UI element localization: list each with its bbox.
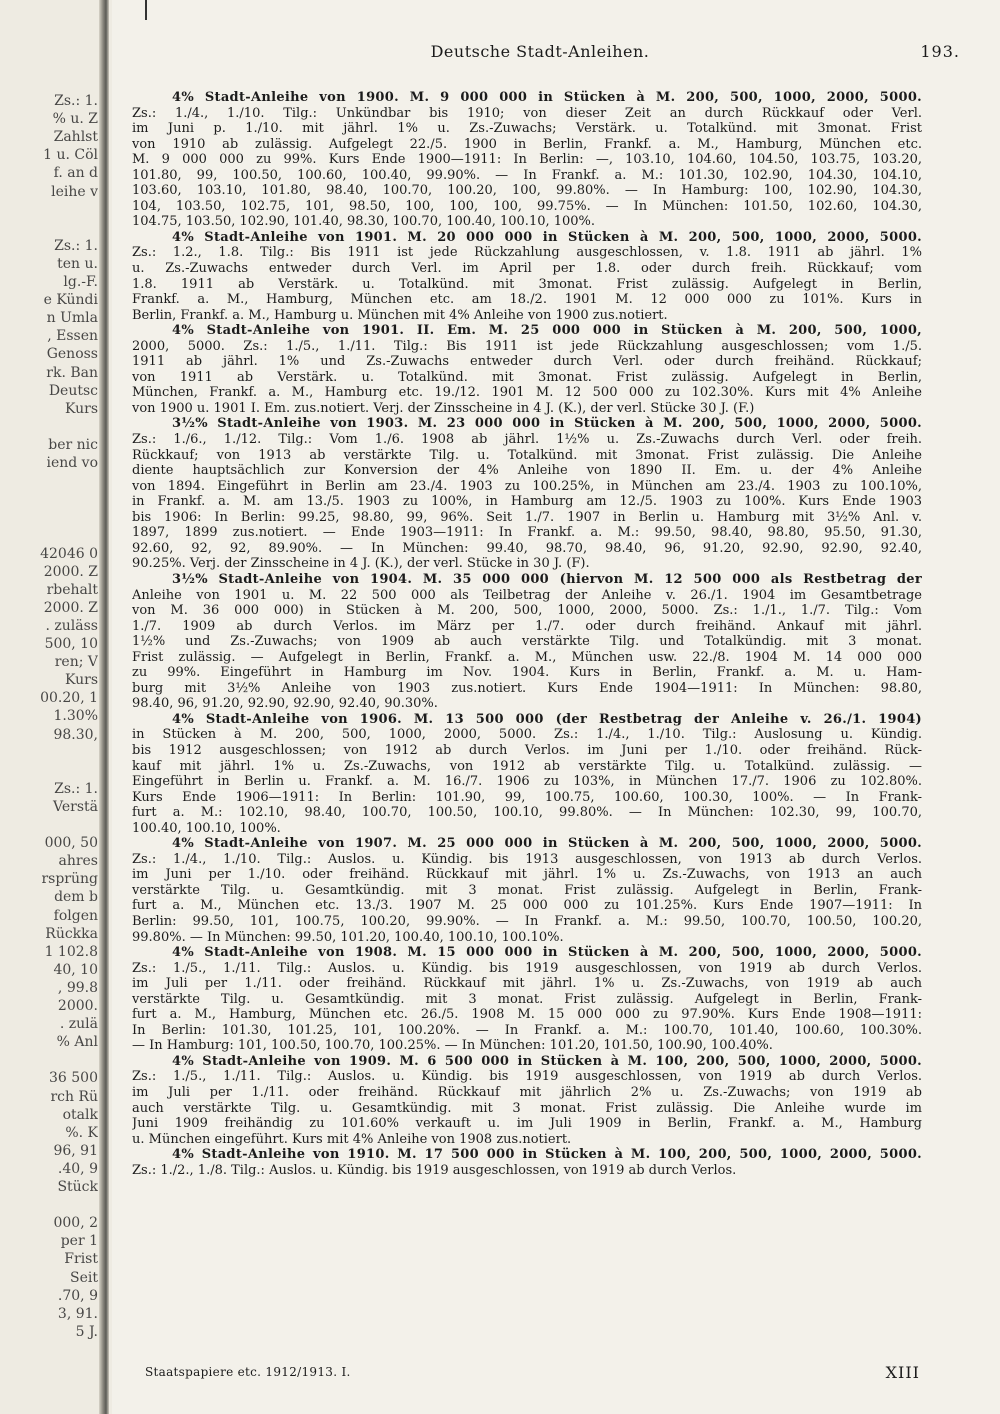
entry-heading-line: 4% Stadt-Anleihe von 1910. M. 17 500 000 in Stücken à M. 100, 200, 500, 1000, 2000, 5000. bbox=[172, 1147, 922, 1163]
entry-text-line: von M. 36 000 000) in Stücken à M. 200, 500, 1000, 2000, 5000. Zs.: 1./1., 1./7. Tilg.: Vom bbox=[132, 603, 922, 619]
gutter-line: % Anl bbox=[56, 1034, 98, 1051]
entry-text-line: Berlin, Frankf. a. M., Hamburg u. München mit 4% Anleihe von 1900 zus.notiert. bbox=[132, 307, 668, 323]
entry-text-line: bis 1912 ausgeschlossen; von 1912 ab durch Verlos. im Juni per 1./10. oder freihänd. Rück- bbox=[132, 742, 922, 758]
gutter-line: lg.-F. bbox=[63, 274, 98, 290]
gutter-line: 40, 10 bbox=[53, 961, 98, 978]
gutter-line: 1.30% bbox=[53, 708, 98, 725]
bond-entry bbox=[132, 945, 922, 1054]
footer-publication: Staatspapiere etc. 1912/1913. I. bbox=[145, 1365, 351, 1379]
entry-text-line: verstärkte Tilg. u. Gesamtkündig. mit 3 monat. Frist zulässig. Aufgelegt in Berlin, Frank- bbox=[132, 991, 922, 1007]
gutter-line: Verstä bbox=[53, 798, 98, 815]
gutter-line: . zulä bbox=[59, 1016, 98, 1033]
entry-text-line: von 1911 ab Verstärk. u. Totalkünd. mit 3monat. Frist zulässig. Aufgelegt in Berlin, bbox=[132, 369, 922, 385]
page-fold-shadow bbox=[99, 0, 109, 1414]
facing-page-gutter bbox=[0, 0, 112, 1414]
gutter-line: 1 102.8 bbox=[44, 943, 98, 960]
entry-text-line: Berlin: 99.50, 101, 100.75, 100.20, 99.90%. — In Frankf. a. M.: 99.50, 100.70, 100.50, 100.20, bbox=[132, 913, 922, 929]
entry-text-line: Zs.: 1./4., 1./10. Tilg.: Auslos. u. Kündig. bis 1913 ausgeschlossen, von 1913 ab durch Verlos. bbox=[132, 851, 922, 867]
gutter-line: Seit bbox=[70, 1269, 98, 1286]
entry-text-line: 104.75, 103.50, 102.90, 101.40, 98.30, 100.70, 100.40, 100.10, 100%. bbox=[132, 214, 596, 230]
entry-text-line: Zs.: 1.2., 1.8. Tilg.: Bis 1911 ist jede Rückzahlung ausgeschlossen, v. 1.8. 1911 ab jährl. 1% bbox=[132, 245, 922, 261]
entry-text-line: von 1910 ab zulässig. Aufgelegt 22./5. 1900 in Berlin, Frankf. a. M., Hamburg, München etc. bbox=[132, 136, 922, 152]
entry-text-line: im Juni per 1./10. oder freihänd. Rückkauf mit jährl. 1% u. Zs.-Zuwachs, von 1913 an auch bbox=[132, 867, 922, 883]
gutter-line: ren; V bbox=[54, 654, 98, 671]
entry-heading-line: 4% Stadt-Anleihe von 1907. M. 25 000 000 in Stücken à M. 200, 500, 1000, 2000, 5000. bbox=[172, 836, 922, 852]
gutter-line: ber nic bbox=[48, 436, 98, 453]
gutter-line: , Essen bbox=[47, 328, 98, 345]
entry-text-line: 92.60, 92, 92, 89.90%. — In München: 99.40, 98.70, 98.40, 96, 91.20, 92.90, 92.90, 92.40, bbox=[132, 540, 922, 556]
entry-text-line: in Frankf. a. M. am 13./5. 1903 zu 100%, in Hamburg am 12./5. 1903 zu 100%. Kurs Ende 1903 bbox=[132, 494, 922, 510]
page-header bbox=[120, 42, 960, 68]
gutter-line: rbehalt bbox=[46, 581, 98, 598]
entry-text-line: — In Hamburg: 101, 100.50, 100.70, 100.25%. — In München: 101.20, 101.50, 100.90, 100.40%. bbox=[132, 1038, 773, 1054]
bond-entry bbox=[132, 1054, 922, 1147]
gutter-line: Kurs bbox=[64, 672, 98, 689]
gutter-line: n Umla bbox=[46, 310, 98, 327]
gutter-line: Stück bbox=[57, 1179, 98, 1195]
entry-text-line: 101.80, 99, 100.50, 100.60, 100.40, 99.90%. — In Frankf. a. M.: 101.30, 102.90, 104.30, 104.10, bbox=[132, 167, 922, 183]
entry-text-line: burg mit 3½% Anleihe von 1903 zus.notiert. Kurs Ende 1904—1911: In München: 98.80, bbox=[132, 680, 922, 696]
entry-heading-line: 4% Stadt-Anleihe von 1901. M. 20 000 000 in Stücken à M. 200, 500, 1000, 2000, 5000. bbox=[172, 229, 922, 245]
gutter-line: dem b bbox=[54, 889, 98, 906]
entry-text-line: 1½% und Zs.-Zuwachs; von 1909 ab auch verstärkte Tilg. und Totalkündig. mit 3 monat. bbox=[132, 634, 922, 650]
entry-text-line: kauf mit jährl. 1% u. Zs.-Zuwachs, von 1912 ab verstärkte Tilg. u. Totalkünd. zulässig. — bbox=[132, 758, 922, 774]
entry-text-line: bis 1906: In Berlin: 99.25, 98.80, 99, 96%. Seit 1./7. 1907 in Berlin u. Hamburg mit 3½% Anl. v. bbox=[132, 509, 922, 525]
entry-text-line: Zs.: 1./5., 1./11. Tilg.: Auslos. u. Kündig. bis 1919 ausgeschlossen, von 1919 ab durch Verlos. bbox=[132, 1069, 922, 1085]
entry-heading-line: 4% Stadt-Anleihe von 1908. M. 15 000 000 in Stücken à M. 200, 500, 1000, 2000, 5000. bbox=[172, 945, 922, 961]
binding-mark bbox=[145, 0, 147, 20]
entry-text-line: im Juli per 1./11. oder freihänd. Rückkauf mit jährl. 1% u. Zs.-Zuwachs, von 1919 ab auch bbox=[132, 976, 922, 992]
gutter-line: rk. Ban bbox=[46, 364, 98, 381]
gutter-line: folgen bbox=[53, 907, 98, 924]
gutter-line: Kurs bbox=[64, 400, 98, 417]
gutter-line: ahres bbox=[58, 853, 98, 870]
gutter-line: 2000. Z bbox=[43, 599, 98, 616]
entry-text-line: furt a. M.: 102.10, 98.40, 100.70, 100.50, 100.10, 99.80%. — In München: 102.30, 99, 100.70, bbox=[132, 805, 922, 821]
gutter-line: 36 500 bbox=[49, 1070, 98, 1087]
gutter-line: rch Rü bbox=[50, 1088, 98, 1105]
gutter-line: 42046 0 bbox=[40, 545, 98, 562]
gutter-line: 00.20, 1 bbox=[40, 690, 98, 707]
entry-text-line: von 1894. Eingeführt in Berlin am 23./4. 1903 zu 100.25%, in München am 23./4. 1903 zu 100.10%, bbox=[132, 478, 922, 494]
entry-text-line: Zs.: 1./4., 1./10. Tilg.: Unkündbar bis 1910; von dieser Zeit an durch Rückkauf oder Verl. bbox=[132, 105, 922, 121]
gutter-line: 5 J. bbox=[75, 1323, 98, 1340]
gutter-line: 98.30, bbox=[53, 726, 98, 743]
entry-text-line: München, Frankf. a. M., Hamburg etc. 19./12. 1901 M. 12 500 000 zu 102.30%. Kurs mit 4% Anleihe bbox=[132, 385, 922, 401]
entry-text-line: im Juni p. 1./10. mit jährl. 1% u. Zs.-Zuwachs; Verstärk. u. Totalkünd. mit 3monat. Frist bbox=[132, 121, 922, 137]
gutter-line: per 1 bbox=[60, 1233, 98, 1250]
gutter-line: e Kündi bbox=[43, 292, 98, 309]
entry-text-line: Anleihe von 1901 u. M. 22 500 000 als Teilbetrag der Anleihe v. 26./1. 1904 im Gesamtbetrage bbox=[132, 587, 922, 603]
entry-text-line: In Berlin: 101.30, 101.25, 101, 100.20%. — In Frankf. a. M.: 100.70, 101.40, 100.60, 100.30%. bbox=[132, 1022, 922, 1038]
entry-text-line: Rückkauf; von 1913 ab verstärkte Tilg. u. Totalkünd. mit 3monat. Frist zulässig. Die Anleihe bbox=[132, 447, 922, 463]
gutter-line: Frist bbox=[64, 1251, 98, 1268]
gutter-line: .40, 9 bbox=[57, 1160, 98, 1177]
entry-text-line: 2000, 5000. Zs.: 1./5., 1./11. Tilg.: Bis 1911 ist jede Rückzahlung ausgeschlossen; vom 1./5. bbox=[132, 338, 922, 354]
entry-text-line: Zs.: 1./5., 1./11. Tilg.: Auslos. u. Kündig. bis 1919 ausgeschlossen, von 1919 ab durch Verlos. bbox=[132, 960, 922, 976]
entry-text-line: u. München eingeführt. Kurs mit 4% Anleihe von 1908 zus.notiert. bbox=[132, 1131, 572, 1147]
gutter-line: f. an d bbox=[53, 165, 98, 182]
entry-text-line: diente hauptsächlich zur Konversion der 4% Anleihe von 1890 II. Em. u. der 4% Anleihe bbox=[132, 463, 922, 479]
gutter-line: % u. Z bbox=[52, 111, 98, 128]
entry-text-line: im Juli per 1./11. oder freihänd. Rückkauf mit jährlich 2% u. Zs.-Zuwachs; von 1919 ab bbox=[132, 1085, 922, 1100]
gutter-line: iend vo bbox=[46, 455, 98, 471]
gutter-line: 96, 91 bbox=[53, 1142, 98, 1159]
entry-heading-line: 3½% Stadt-Anleihe von 1904. M. 35 000 000 (hiervon M. 12 500 000 als Restbetrag der bbox=[172, 571, 922, 587]
entry-text-line: zu 99%. Eingeführt in Hamburg im Nov. 1904. Kurs in Berlin, Frankf. a. M. u. Ham- bbox=[132, 665, 922, 681]
gutter-line: 000, 2 bbox=[53, 1215, 98, 1232]
running-title: Deutsche Stadt-Anleihen. bbox=[430, 42, 650, 61]
gutter-line: Deutsc bbox=[48, 382, 98, 399]
gutter-line: Zs.: 1. bbox=[54, 780, 98, 797]
gutter-line: Zahlst bbox=[53, 129, 98, 146]
gutter-line: , 99.8 bbox=[57, 979, 98, 996]
bond-entry bbox=[132, 230, 922, 323]
entry-heading-line: 4% Stadt-Anleihe von 1909. M. 6 500 000 in Stücken à M. 100, 200, 500, 1000, 2000, 5000. bbox=[172, 1053, 922, 1069]
bond-entry bbox=[132, 836, 922, 945]
entry-text-line: auch verstärkte Tilg. u. Gesamtkündig. mit 3 monat. Frist zulässig. Die Anleihe wurde im bbox=[132, 1100, 922, 1116]
entry-text-line: Juni 1909 freihändig zu 101.60% verkauft u. im Juli 1909 in Berlin, Frankf. a. M., Hamburg bbox=[132, 1116, 922, 1132]
bond-entry bbox=[132, 416, 922, 571]
entry-text-line: 1.8. 1911 ab Verstärk. u. Totalkünd. mit 3monat. Frist zulässig. Aufgelegt in Berlin, bbox=[132, 276, 922, 292]
bond-entry bbox=[132, 712, 922, 836]
gutter-line: 3, 91. bbox=[57, 1305, 98, 1322]
entry-text-line: 1897, 1899 zus.notiert. — Ende 1903—1911: In Frankf. a. M.: 99.50, 98.40, 98.80, 95.50, 91.30, bbox=[132, 525, 922, 541]
entry-heading-line: 4% Stadt-Anleihe von 1906. M. 13 500 000 (der Restbetrag der Anleihe v. 26./1. 1904) bbox=[172, 711, 922, 727]
gutter-line: . zuläss bbox=[45, 617, 98, 634]
entry-text-line: 100.40, 100.10, 100%. bbox=[132, 820, 281, 836]
entry-text-line: furt a. M., München etc. 13./3. 1907 M. 25 000 000 zu 101.25%. Kurs Ende 1907—1911: In bbox=[132, 898, 922, 914]
page-footer bbox=[145, 1365, 920, 1385]
entry-heading-line: 3½% Stadt-Anleihe von 1903. M. 23 000 000 in Stücken à M. 200, 500, 1000, 2000, 5000. bbox=[172, 416, 922, 432]
entry-text-line: von 1900 u. 1901 I. Em. zus.notiert. Verj. der Zinsscheine in 4 J. (K.), der verl. Stücke 30 J. (F.) bbox=[132, 400, 755, 416]
gutter-line: 1 u. Cöl bbox=[43, 147, 98, 164]
gutter-line: leihe v bbox=[51, 183, 98, 200]
gutter-line: 2000. bbox=[57, 998, 98, 1014]
gutter-line: 2000. Z bbox=[43, 563, 98, 580]
gutter-line: %. K bbox=[65, 1124, 98, 1141]
gutter-line: ten u. bbox=[57, 255, 98, 272]
gutter-line: 000, 50 bbox=[44, 835, 98, 852]
entry-text-line: furt a. M., Hamburg, München etc. 26./5. 1908 M. 15 000 000 zu 97.90%. Kurs Ende 1908—1911: bbox=[132, 1007, 922, 1023]
entry-text-line: M. 9 000 000 zu 99%. Kurs Ende 1900—1911: In Berlin: —, 103.10, 104.60, 104.50, 103.75, 103.20, bbox=[132, 152, 922, 168]
entry-text-line: verstärkte Tilg. u. Gesamtkündig. mit 3 monat. Frist zulässig. Aufgelegt in Berlin, Frank- bbox=[132, 882, 922, 898]
bond-entry bbox=[132, 90, 922, 230]
entry-text-line: Kurs Ende 1906—1911: In Berlin: 101.90, 99, 100.75, 100.60, 100.30, 100%. — In Frank- bbox=[132, 789, 922, 805]
entry-text-line: 103.60, 103.10, 101.80, 98.40, 100.70, 100.20, 100, 99.80%. — In Hamburg: 100, 102.90, 104.30, bbox=[132, 183, 922, 199]
page-body bbox=[132, 90, 922, 1360]
entry-text-line: 1./7. 1909 ab durch Verlos. im März per 1./7. oder durch freihänd. Ankauf mit jährl. bbox=[132, 618, 922, 634]
entry-text-line: Eingeführt in Berlin u. Frankf. a. M. 16./7. 1906 zu 103%, in München 17./7. 1906 zu 102.80%. bbox=[132, 774, 922, 790]
gutter-line: Zs.: 1. bbox=[54, 93, 98, 109]
gutter-line: rsprüng bbox=[41, 871, 98, 888]
gutter-line: Genoss bbox=[46, 346, 98, 363]
entry-text-line: 1911 ab jährl. 1% und Zs.-Zuwachs entweder durch Verl. oder durch freihänd. Rückkauf; bbox=[132, 354, 922, 370]
entry-text-line: u. Zs.-Zuwachs entweder durch Verl. im April per 1.8. oder durch freih. Rückkauf; vom bbox=[132, 261, 922, 277]
entry-heading-line: 4% Stadt-Anleihe von 1901. II. Em. M. 25 000 000 in Stücken à M. 200, 500, 1000, bbox=[172, 323, 922, 339]
gutter-line: otalk bbox=[62, 1106, 98, 1123]
gutter-line: .70, 9 bbox=[57, 1287, 98, 1304]
gutter-line: Rückka bbox=[45, 925, 98, 942]
gutter-line: 500, 10 bbox=[44, 636, 98, 652]
entry-text-line: 104, 103.50, 102.75, 101, 98.50, 100, 100, 100, 99.75%. — In München: 101.50, 102.60, 104.30, bbox=[132, 198, 922, 214]
entry-text-line: 90.25%. Verj. der Zinsscheine in 4 J. (K.), der verl. Stücke in 30 J. (F). bbox=[132, 556, 590, 572]
entry-text-line: Zs.: 1./2., 1./8. Tilg.: Auslos. u. Kündig. bis 1919 ausgeschlossen, von 1919 ab durch Verlos. bbox=[132, 1162, 737, 1178]
bond-entry bbox=[132, 1147, 922, 1178]
entry-text-line: in Stücken à M. 200, 500, 1000, 2000, 5000. Zs.: 1./4., 1./10. Tilg.: Auslosung u. Kündig. bbox=[132, 727, 922, 743]
entry-heading-line: 4% Stadt-Anleihe von 1900. M. 9 000 000 in Stücken à M. 200, 500, 1000, 2000, 5000. bbox=[172, 90, 922, 105]
bond-entry bbox=[132, 572, 922, 712]
gutter-line: Zs.: 1. bbox=[54, 237, 98, 254]
entry-text-line: Frist zulässig. — Aufgelegt in Berlin, Frankf. a. M., München usw. 22./8. 1904 M. 14 000 000 bbox=[132, 649, 922, 665]
entry-text-line: Frankf. a. M., Hamburg, München etc. am 18./2. 1901 M. 12 000 000 zu 101%. Kurs in bbox=[132, 292, 922, 308]
entry-text-line: 98.40, 96, 91.20, 92.90, 92.90, 92.40, 90.30%. bbox=[132, 696, 438, 712]
entry-text-line: Zs.: 1./6., 1./12. Tilg.: Vom 1./6. 1908 ab jährl. 1½% u. Zs.-Zuwachs durch Verl. oder freih. bbox=[132, 432, 922, 448]
signature-mark: XIII bbox=[885, 1363, 920, 1382]
entry-text-line: 99.80%. — In München: 99.50, 101.20, 100.40, 100.10, 100.10%. bbox=[132, 929, 564, 945]
bond-entry bbox=[132, 323, 922, 416]
page-number: 193. bbox=[920, 42, 960, 61]
